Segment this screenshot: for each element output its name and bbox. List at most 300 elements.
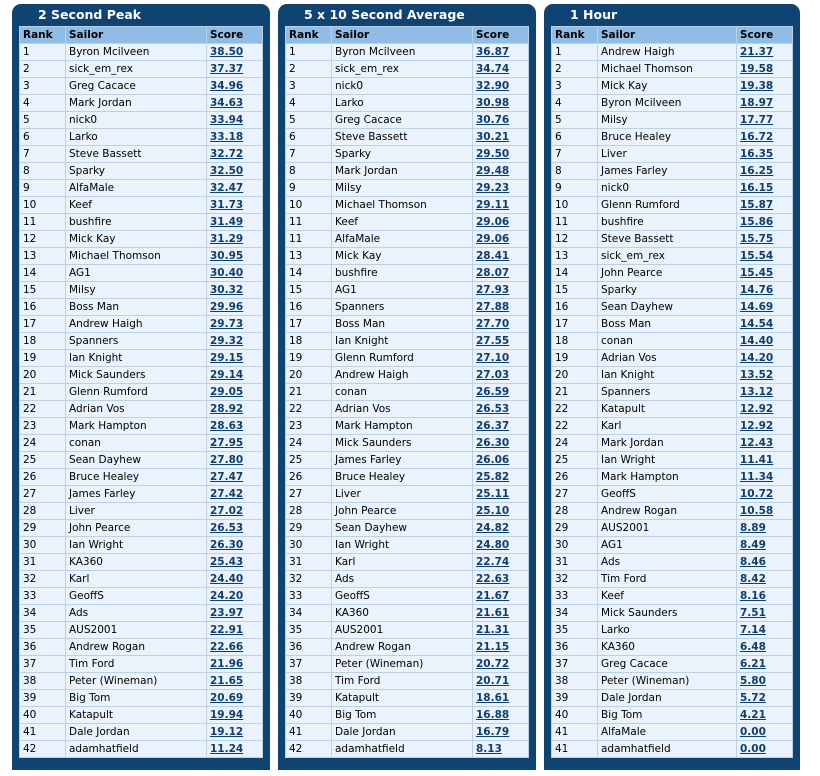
rank-cell: 31	[20, 554, 66, 571]
sailor-header: Sailor	[66, 27, 207, 44]
score-link[interactable]: 16.15	[737, 180, 793, 197]
score-link[interactable]: 8.49	[737, 537, 793, 554]
score-link[interactable]: 23.97	[207, 605, 263, 622]
table-row	[20, 180, 263, 197]
score-link[interactable]: 32.50	[207, 163, 263, 180]
score-link[interactable]: 8.16	[737, 588, 793, 605]
sailor-cell: Ian Wright	[598, 452, 737, 469]
rank-cell: 26	[552, 469, 598, 486]
header-row	[552, 27, 793, 44]
sailor-cell: Mark Hampton	[598, 469, 737, 486]
rank-cell: 27	[286, 486, 332, 503]
score-link[interactable]: 8.42	[737, 571, 793, 588]
score-link[interactable]: 22.91	[207, 622, 263, 639]
rank-cell: 2	[552, 61, 598, 78]
rank-cell: 13	[552, 248, 598, 265]
score-link[interactable]: 33.94	[207, 112, 263, 129]
table-row	[552, 639, 793, 656]
rank-cell: 17	[552, 316, 598, 333]
table-row	[286, 61, 529, 78]
score-link[interactable]: 26.59	[473, 384, 529, 401]
score-link[interactable]: 16.88	[473, 707, 529, 724]
sailor-cell: conan	[598, 333, 737, 350]
score-link[interactable]: 32.72	[207, 146, 263, 163]
score-link[interactable]: 20.71	[473, 673, 529, 690]
score-link[interactable]: 0.00	[737, 724, 793, 741]
score-link[interactable]: 36.87	[473, 44, 529, 61]
table-row	[20, 282, 263, 299]
score-link[interactable]: 34.63	[207, 95, 263, 112]
sailor-cell: Keef	[598, 588, 737, 605]
table-body	[286, 44, 529, 758]
sailor-cell: Spanners	[332, 299, 473, 316]
sailor-cell: Ian Knight	[332, 333, 473, 350]
rank-cell: 25	[20, 452, 66, 469]
score-link[interactable]: 28.92	[207, 401, 263, 418]
rank-header: Rank	[20, 27, 66, 44]
score-link[interactable]: 34.74	[473, 61, 529, 78]
score-link[interactable]: 29.14	[207, 367, 263, 384]
table-row	[286, 197, 529, 214]
table-row	[286, 350, 529, 367]
score-link[interactable]: 14.20	[737, 350, 793, 367]
score-link[interactable]: 27.42	[207, 486, 263, 503]
score-link[interactable]: 30.95	[207, 248, 263, 265]
table-row	[20, 78, 263, 95]
score-link[interactable]: 26.37	[473, 418, 529, 435]
rank-cell: 36	[286, 639, 332, 656]
table-row	[20, 520, 263, 537]
score-link[interactable]: 13.12	[737, 384, 793, 401]
score-link[interactable]: 8.13	[473, 741, 529, 758]
table-row	[286, 486, 529, 503]
rank-cell: 22	[286, 401, 332, 418]
score-link[interactable]: 6.48	[737, 639, 793, 656]
rank-cell: 41	[552, 741, 598, 758]
score-link[interactable]: 19.58	[737, 61, 793, 78]
table-row	[286, 384, 529, 401]
score-link[interactable]: 21.61	[473, 605, 529, 622]
table-row	[20, 401, 263, 418]
table-row	[552, 350, 793, 367]
table-row	[286, 520, 529, 537]
score-link[interactable]: 28.07	[473, 265, 529, 282]
table-row	[286, 129, 529, 146]
table-row	[286, 265, 529, 282]
rank-cell: 25	[552, 452, 598, 469]
score-link[interactable]: 27.47	[207, 469, 263, 486]
table-row	[552, 656, 793, 673]
rank-cell: 25	[286, 452, 332, 469]
rank-cell: 1	[552, 44, 598, 61]
score-link[interactable]: 26.30	[207, 537, 263, 554]
table-body	[20, 44, 263, 758]
score-link[interactable]: 12.43	[737, 435, 793, 452]
score-link[interactable]: 37.37	[207, 61, 263, 78]
score-link[interactable]: 12.92	[737, 418, 793, 435]
table-row	[552, 197, 793, 214]
sailor-cell: Mark Hampton	[332, 418, 473, 435]
rank-cell: 23	[20, 418, 66, 435]
score-link[interactable]: 29.48	[473, 163, 529, 180]
rank-cell: 19	[286, 350, 332, 367]
score-link[interactable]: 27.02	[207, 503, 263, 520]
score-link[interactable]: 4.21	[737, 707, 793, 724]
table-row	[552, 469, 793, 486]
score-link[interactable]: 24.80	[473, 537, 529, 554]
score-link[interactable]: 28.63	[207, 418, 263, 435]
rank-cell: 7	[286, 146, 332, 163]
score-link[interactable]: 27.80	[207, 452, 263, 469]
rank-cell: 11	[20, 214, 66, 231]
score-link[interactable]: 26.53	[207, 520, 263, 537]
score-link[interactable]: 31.49	[207, 214, 263, 231]
score-link[interactable]: 0.00	[737, 741, 793, 758]
score-link[interactable]: 14.69	[737, 299, 793, 316]
table-row	[20, 452, 263, 469]
score-link[interactable]: 26.06	[473, 452, 529, 469]
sailor-cell: Andrew Rogan	[598, 503, 737, 520]
score-link[interactable]: 11.34	[737, 469, 793, 486]
table-row	[20, 248, 263, 265]
score-link[interactable]: 10.72	[737, 486, 793, 503]
rank-cell: 28	[20, 503, 66, 520]
score-link[interactable]: 29.15	[207, 350, 263, 367]
score-link[interactable]: 11.41	[737, 452, 793, 469]
score-link[interactable]: 29.32	[207, 333, 263, 350]
score-link[interactable]: 25.82	[473, 469, 529, 486]
sailor-cell: Tim Ford	[598, 571, 737, 588]
table-row	[552, 571, 793, 588]
sailor-cell: Karl	[598, 418, 737, 435]
score-link[interactable]: 16.72	[737, 129, 793, 146]
sailor-cell: AlfaMale	[598, 724, 737, 741]
sailor-cell: AUS2001	[332, 622, 473, 639]
score-link[interactable]: 29.11	[473, 197, 529, 214]
score-link[interactable]: 7.14	[737, 622, 793, 639]
score-link[interactable]: 17.77	[737, 112, 793, 129]
score-link[interactable]: 19.12	[207, 724, 263, 741]
score-link[interactable]: 29.23	[473, 180, 529, 197]
table-row	[552, 588, 793, 605]
score-link[interactable]: 24.40	[207, 571, 263, 588]
rank-cell: 38	[552, 673, 598, 690]
score-link[interactable]: 7.51	[737, 605, 793, 622]
header-row	[286, 27, 529, 44]
table-row	[20, 656, 263, 673]
table-row	[552, 707, 793, 724]
sailor-cell: Peter (Wineman)	[66, 673, 207, 690]
score-link[interactable]: 22.74	[473, 554, 529, 571]
score-link[interactable]: 25.43	[207, 554, 263, 571]
score-header: Score	[473, 27, 529, 44]
table-row	[286, 452, 529, 469]
sailor-cell: sick_em_rex	[332, 61, 473, 78]
table-row	[552, 146, 793, 163]
score-link[interactable]: 5.72	[737, 690, 793, 707]
rank-cell: 4	[552, 95, 598, 112]
score-link[interactable]: 25.10	[473, 503, 529, 520]
rank-cell: 21	[20, 384, 66, 401]
score-link[interactable]: 21.15	[473, 639, 529, 656]
rank-cell: 8	[20, 163, 66, 180]
sailor-cell: Andrew Rogan	[332, 639, 473, 656]
sailor-cell: Boss Man	[332, 316, 473, 333]
score-link[interactable]: 19.94	[207, 707, 263, 724]
rank-cell: 28	[286, 503, 332, 520]
sailor-cell: adamhatfield	[598, 741, 737, 758]
score-link[interactable]: 18.61	[473, 690, 529, 707]
table-row	[286, 248, 529, 265]
table-row	[286, 95, 529, 112]
table-row	[286, 571, 529, 588]
sailor-cell: Dale Jordan	[598, 690, 737, 707]
score-link[interactable]: 28.41	[473, 248, 529, 265]
score-link[interactable]: 30.32	[207, 282, 263, 299]
score-link[interactable]: 21.31	[473, 622, 529, 639]
sailor-cell: conan	[66, 435, 207, 452]
table-row	[552, 248, 793, 265]
score-link[interactable]: 26.30	[473, 435, 529, 452]
score-link[interactable]: 30.40	[207, 265, 263, 282]
score-link[interactable]: 29.73	[207, 316, 263, 333]
score-link[interactable]: 12.92	[737, 401, 793, 418]
score-link[interactable]: 21.67	[473, 588, 529, 605]
table-row	[286, 690, 529, 707]
sailor-cell: Dale Jordan	[332, 724, 473, 741]
score-link[interactable]: 15.86	[737, 214, 793, 231]
rank-header: Rank	[286, 27, 332, 44]
sailor-cell: AG1	[332, 282, 473, 299]
sailor-cell: Mick Kay	[598, 78, 737, 95]
score-link[interactable]: 24.82	[473, 520, 529, 537]
rank-cell: 34	[20, 605, 66, 622]
score-link[interactable]: 38.50	[207, 44, 263, 61]
score-link[interactable]: 27.95	[207, 435, 263, 452]
table-row	[20, 469, 263, 486]
rank-cell: 20	[20, 367, 66, 384]
sailor-cell: Michael Thomson	[598, 61, 737, 78]
score-link[interactable]: 20.72	[473, 656, 529, 673]
score-link[interactable]: 27.70	[473, 316, 529, 333]
table-row	[286, 231, 529, 248]
rank-cell: 37	[552, 656, 598, 673]
score-link[interactable]: 14.40	[737, 333, 793, 350]
rank-cell: 15	[286, 282, 332, 299]
score-link[interactable]: 18.97	[737, 95, 793, 112]
score-link[interactable]: 8.89	[737, 520, 793, 537]
table-row	[20, 44, 263, 61]
table-row	[20, 316, 263, 333]
rank-cell: 38	[20, 673, 66, 690]
rank-cell: 7	[20, 146, 66, 163]
score-link[interactable]: 24.20	[207, 588, 263, 605]
table-row	[286, 503, 529, 520]
score-link[interactable]: 27.03	[473, 367, 529, 384]
sailor-cell: conan	[332, 384, 473, 401]
score-link[interactable]: 27.55	[473, 333, 529, 350]
rank-cell: 7	[552, 146, 598, 163]
sailor-cell: AlfaMale	[332, 231, 473, 248]
rank-cell: 19	[552, 350, 598, 367]
sailor-cell: nick0	[598, 180, 737, 197]
score-link[interactable]: 31.73	[207, 197, 263, 214]
rank-cell: 17	[286, 316, 332, 333]
rank-cell: 6	[20, 129, 66, 146]
score-link[interactable]: 8.46	[737, 554, 793, 571]
score-link[interactable]: 26.53	[473, 401, 529, 418]
score-link[interactable]: 27.88	[473, 299, 529, 316]
score-link[interactable]: 10.58	[737, 503, 793, 520]
score-link[interactable]: 15.87	[737, 197, 793, 214]
score-link[interactable]: 30.76	[473, 112, 529, 129]
score-link[interactable]: 25.11	[473, 486, 529, 503]
score-link[interactable]: 34.96	[207, 78, 263, 95]
rank-cell: 33	[552, 588, 598, 605]
table-row	[286, 707, 529, 724]
sailor-cell: bushfire	[66, 214, 207, 231]
sailor-cell: GeoffS	[598, 486, 737, 503]
sailor-cell: Spanners	[598, 384, 737, 401]
score-link[interactable]: 29.96	[207, 299, 263, 316]
sailor-cell: Sparky	[66, 163, 207, 180]
score-link[interactable]: 16.25	[737, 163, 793, 180]
score-link[interactable]: 19.38	[737, 78, 793, 95]
table-row	[552, 163, 793, 180]
rank-cell: 14	[286, 265, 332, 282]
score-link[interactable]: 31.29	[207, 231, 263, 248]
table-row	[552, 282, 793, 299]
score-link[interactable]: 16.35	[737, 146, 793, 163]
sailor-cell: AG1	[66, 265, 207, 282]
rank-cell: 11	[286, 214, 332, 231]
table-row	[20, 435, 263, 452]
score-link[interactable]: 32.90	[473, 78, 529, 95]
header-row	[20, 27, 263, 44]
sailor-cell: Greg Cacace	[598, 656, 737, 673]
table-row	[552, 741, 793, 758]
score-link[interactable]: 21.96	[207, 656, 263, 673]
sailor-cell: Adrian Vos	[66, 401, 207, 418]
rank-cell: 35	[286, 622, 332, 639]
table-row	[286, 44, 529, 61]
score-header: Score	[207, 27, 263, 44]
rank-cell: 18	[20, 333, 66, 350]
score-link[interactable]: 30.21	[473, 129, 529, 146]
table-row	[552, 452, 793, 469]
score-link[interactable]: 30.98	[473, 95, 529, 112]
sailor-cell: Byron Mcilveen	[598, 95, 737, 112]
score-link[interactable]: 15.54	[737, 248, 793, 265]
score-link[interactable]: 16.79	[473, 724, 529, 741]
sailor-cell: Steve Bassett	[66, 146, 207, 163]
table-row	[286, 622, 529, 639]
rank-cell: 16	[552, 299, 598, 316]
table-row	[286, 605, 529, 622]
rank-cell: 11	[286, 231, 332, 248]
score-link[interactable]: 29.05	[207, 384, 263, 401]
score-link[interactable]: 6.21	[737, 656, 793, 673]
table-row	[20, 673, 263, 690]
rank-cell: 14	[20, 265, 66, 282]
score-link[interactable]: 14.54	[737, 316, 793, 333]
sailor-cell: sick_em_rex	[66, 61, 207, 78]
score-link[interactable]: 29.06	[473, 231, 529, 248]
rank-cell: 6	[552, 129, 598, 146]
score-link[interactable]: 29.06	[473, 214, 529, 231]
sailor-cell: nick0	[66, 112, 207, 129]
leaderboard-table	[285, 26, 529, 758]
table-row	[552, 486, 793, 503]
score-link[interactable]: 27.10	[473, 350, 529, 367]
score-link[interactable]: 27.93	[473, 282, 529, 299]
sailor-cell: AG1	[598, 537, 737, 554]
sailor-cell: Sean Dayhew	[332, 520, 473, 537]
rank-cell: 35	[20, 622, 66, 639]
sailor-cell: AUS2001	[598, 520, 737, 537]
sailor-cell: Bruce Healey	[332, 469, 473, 486]
score-link[interactable]: 13.52	[737, 367, 793, 384]
table-row	[286, 214, 529, 231]
score-link[interactable]: 15.75	[737, 231, 793, 248]
rank-cell: 29	[552, 520, 598, 537]
table-row	[552, 299, 793, 316]
table-row	[20, 367, 263, 384]
sailor-cell: sick_em_rex	[598, 248, 737, 265]
rank-cell: 34	[552, 605, 598, 622]
sailor-cell: adamhatfield	[66, 741, 207, 758]
score-link[interactable]: 14.76	[737, 282, 793, 299]
sailor-cell: Larko	[66, 129, 207, 146]
rank-cell: 24	[20, 435, 66, 452]
sailor-cell: GeoffS	[332, 588, 473, 605]
table-row	[20, 690, 263, 707]
table-row	[20, 231, 263, 248]
score-link[interactable]: 22.66	[207, 639, 263, 656]
score-link[interactable]: 20.69	[207, 690, 263, 707]
score-link[interactable]: 5.80	[737, 673, 793, 690]
rank-cell: 34	[286, 605, 332, 622]
score-link[interactable]: 21.37	[737, 44, 793, 61]
score-link[interactable]: 22.63	[473, 571, 529, 588]
sailor-cell: Keef	[332, 214, 473, 231]
rank-cell: 30	[286, 537, 332, 554]
score-link[interactable]: 21.65	[207, 673, 263, 690]
sailor-cell: Greg Cacace	[66, 78, 207, 95]
score-link[interactable]: 11.24	[207, 741, 263, 758]
score-link[interactable]: 32.47	[207, 180, 263, 197]
score-link[interactable]: 33.18	[207, 129, 263, 146]
table-row	[286, 112, 529, 129]
sailor-cell: Tim Ford	[66, 656, 207, 673]
table-row	[552, 180, 793, 197]
table-row	[20, 61, 263, 78]
table-row	[20, 639, 263, 656]
score-link[interactable]: 29.50	[473, 146, 529, 163]
table-row	[552, 78, 793, 95]
rank-cell: 8	[286, 163, 332, 180]
sailor-cell: Glenn Rumford	[332, 350, 473, 367]
table-row	[20, 741, 263, 758]
rank-cell: 36	[20, 639, 66, 656]
score-link[interactable]: 15.45	[737, 265, 793, 282]
table-row	[20, 112, 263, 129]
panel-title: 2 Second Peak	[38, 7, 142, 22]
sailor-cell: Peter (Wineman)	[598, 673, 737, 690]
table-row	[552, 384, 793, 401]
score-header: Score	[737, 27, 793, 44]
sailor-cell: James Farley	[598, 163, 737, 180]
